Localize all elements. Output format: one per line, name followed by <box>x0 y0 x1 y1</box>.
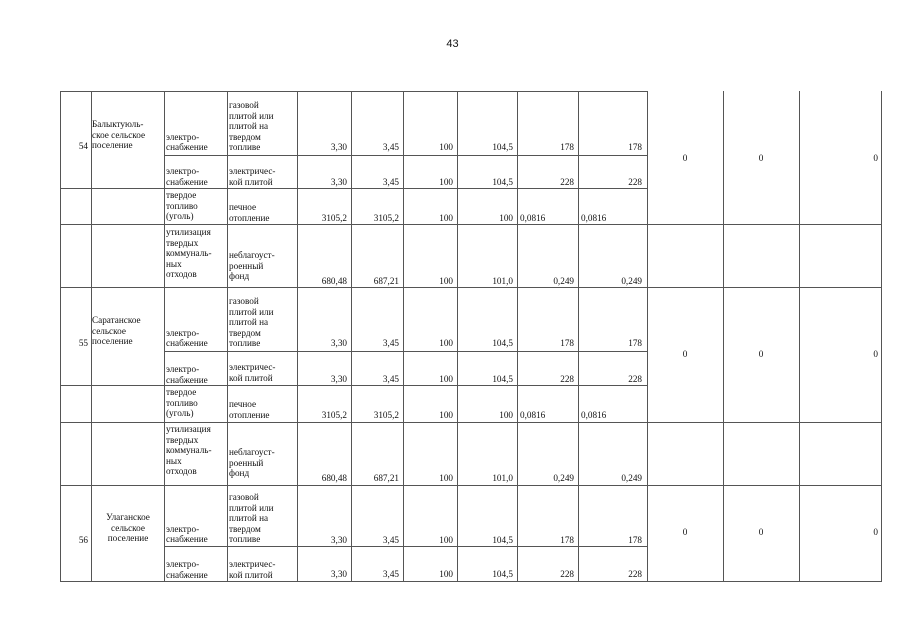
value-cell: 104,5 <box>492 177 513 187</box>
value-cell: 3,30 <box>330 142 347 152</box>
col-divider <box>799 91 800 581</box>
value-cell: 178 <box>628 142 642 152</box>
col-divider <box>351 91 352 581</box>
extra-value: 0 <box>682 153 688 163</box>
settlement-name: Балыктуюль- ское сельское поселение <box>92 119 146 151</box>
value-cell: 680,48 <box>321 473 347 483</box>
settlement-name: Улаганское сельское поселение <box>106 512 150 544</box>
service-label: электро- снабжение <box>166 364 208 385</box>
value-cell: 228 <box>560 374 574 384</box>
service-label: утилизация твердых коммуналь- ных отходов <box>166 424 212 477</box>
type-label: печное отопление <box>229 399 270 420</box>
value-cell: 228 <box>628 177 642 187</box>
col-divider <box>578 91 579 581</box>
value-cell: 100 <box>439 374 453 384</box>
service-label: твердое топливо (уголь) <box>166 190 198 222</box>
col-divider <box>517 91 518 581</box>
value-cell: 3,45 <box>382 374 399 384</box>
table-border-left <box>60 91 61 581</box>
extra-value: 0 <box>758 527 764 537</box>
value-cell: 104,5 <box>492 569 513 579</box>
value-cell: 100 <box>439 569 453 579</box>
row-border <box>164 155 647 156</box>
row-border <box>60 422 882 423</box>
value-cell: 101,0 <box>492 276 513 286</box>
value-cell: 104,5 <box>492 374 513 384</box>
type-label: газовой плитой или плитой на твердом топливе <box>229 100 274 153</box>
col-divider <box>723 91 724 581</box>
col-divider <box>403 91 404 581</box>
extra-value: 0 <box>873 349 878 359</box>
value-cell: 3105,2 <box>373 213 399 223</box>
value-cell: 0,0816 <box>581 213 607 223</box>
tariff-table <box>60 91 882 581</box>
value-cell: 3105,2 <box>373 410 399 420</box>
table-border-right <box>881 91 882 581</box>
value-cell: 100 <box>439 410 453 420</box>
service-label: электро- снабжение <box>166 523 208 545</box>
service-label: утилизация твердых коммуналь- ных отходов <box>166 227 212 280</box>
extra-value: 0 <box>873 527 878 537</box>
row-border <box>164 546 647 547</box>
value-cell: 178 <box>628 338 642 348</box>
col-divider <box>297 91 298 581</box>
value-cell: 101,0 <box>492 473 513 483</box>
value-cell: 0,0816 <box>520 213 546 223</box>
type-label: электричес- кой плитой <box>229 166 276 187</box>
extra-value: 0 <box>873 153 878 163</box>
service-cell <box>166 91 228 153</box>
value-cell: 178 <box>560 142 574 152</box>
service-cell <box>166 485 228 545</box>
row-number: 55 <box>78 338 88 348</box>
row-number: 56 <box>78 535 88 545</box>
service-label: электро- снабжение <box>166 166 208 187</box>
value-cell: 3,30 <box>330 535 347 545</box>
value-cell: 100 <box>439 473 453 483</box>
value-cell: 104,5 <box>492 338 513 348</box>
value-cell: 3105,2 <box>321 410 347 420</box>
value-cell: 0,0816 <box>581 410 607 420</box>
type-cell <box>229 287 297 349</box>
row-border <box>60 188 647 189</box>
value-cell: 3,45 <box>382 535 399 545</box>
value-cell: 100 <box>499 410 513 420</box>
value-cell: 0,0816 <box>520 410 546 420</box>
extra-value: 0 <box>758 349 764 359</box>
value-cell: 178 <box>560 338 574 348</box>
value-cell: 228 <box>560 177 574 187</box>
value-cell: 3105,2 <box>321 213 347 223</box>
value-cell: 3,30 <box>330 177 347 187</box>
value-cell: 100 <box>439 213 453 223</box>
col-divider <box>457 91 458 581</box>
value-cell: 228 <box>628 374 642 384</box>
col-divider <box>164 91 165 581</box>
value-cell: 178 <box>560 535 574 545</box>
value-cell: 178 <box>628 535 642 545</box>
type-label: печное отопление <box>229 202 270 223</box>
type-cell <box>229 91 297 153</box>
col-divider <box>647 91 648 581</box>
type-label: газовой плитой или плитой на твердом топливе <box>229 296 274 349</box>
row-number: 54 <box>78 141 88 151</box>
page-number: 43 <box>446 38 459 50</box>
service-label: электро- снабжение <box>166 559 208 580</box>
value-cell: 687,21 <box>373 473 399 483</box>
value-cell: 687,21 <box>373 276 399 286</box>
service-cell <box>166 287 228 349</box>
row-border-bottom <box>60 581 882 582</box>
value-cell: 3,30 <box>330 569 347 579</box>
value-cell: 0,249 <box>621 473 642 483</box>
value-cell: 3,45 <box>382 569 399 579</box>
type-cell <box>229 485 297 545</box>
service-label: электро- снабжение <box>166 131 208 153</box>
value-cell: 680,48 <box>321 276 347 286</box>
value-cell: 3,45 <box>382 142 399 152</box>
row-border-top <box>60 91 647 92</box>
value-cell: 104,5 <box>492 142 513 152</box>
value-cell: 0,249 <box>553 276 574 286</box>
value-cell: 3,30 <box>330 374 347 384</box>
type-label: газовой плитой или плитой на твердом топливе <box>229 492 274 545</box>
extra-value: 0 <box>682 527 688 537</box>
value-cell: 228 <box>628 569 642 579</box>
value-cell: 0,249 <box>621 276 642 286</box>
value-cell: 100 <box>439 177 453 187</box>
value-cell: 100 <box>439 142 453 152</box>
settlement-name: Саратанское сельское поселение <box>92 315 141 347</box>
type-label: электричес- кой плитой <box>229 559 276 580</box>
value-cell: 0,249 <box>553 473 574 483</box>
row-border <box>164 351 647 352</box>
type-label: неблагоуст- роенный фонд <box>229 447 275 479</box>
value-cell: 100 <box>439 276 453 286</box>
value-cell: 3,45 <box>382 338 399 348</box>
value-cell: 228 <box>560 569 574 579</box>
row-border <box>60 224 882 225</box>
extra-value: 0 <box>758 153 764 163</box>
value-cell: 3,30 <box>330 338 347 348</box>
type-label: неблагоуст- роенный фонд <box>229 250 275 282</box>
value-cell: 3,45 <box>382 177 399 187</box>
value-cell: 100 <box>439 535 453 545</box>
value-cell: 104,5 <box>492 535 513 545</box>
value-cell: 100 <box>439 338 453 348</box>
service-label: электро- снабжение <box>166 327 208 349</box>
service-label: твердое топливо (уголь) <box>166 387 198 419</box>
extra-value: 0 <box>682 349 688 359</box>
row-border <box>60 385 647 386</box>
type-label: электричес- кой плитой <box>229 362 276 383</box>
value-cell: 100 <box>499 213 513 223</box>
